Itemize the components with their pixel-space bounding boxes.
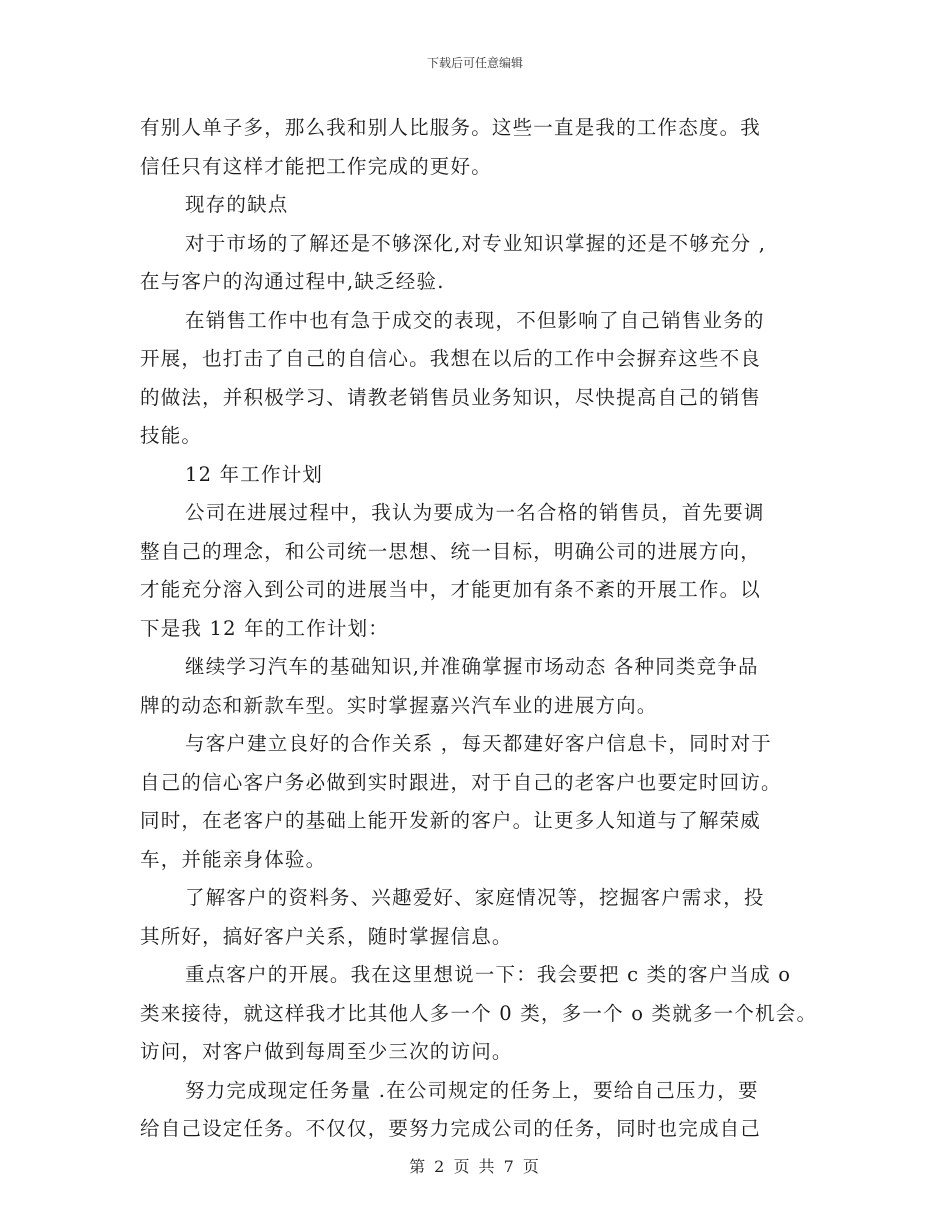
text-line: 车，并能亲身体验。 bbox=[140, 847, 327, 871]
text-line: 的做法，并积极学习、请教老销售员业务知识，尽快提高自己的销售 bbox=[140, 385, 762, 409]
text-line: 公司在进展过程中，我认为要成为一名合格的销售员，首先要调 bbox=[185, 501, 765, 524]
text-line: 信任只有这样才能把工作完成的更好。 bbox=[140, 154, 492, 178]
text-line: 技能。 bbox=[140, 424, 203, 447]
text-line: 类来接待，就这样我才比其他人多一个 0 类，多一个 o 类就多一个机会。 bbox=[140, 1001, 818, 1025]
page-header: 下载后可任意编辑 bbox=[426, 56, 523, 70]
text-line: 努力完成现定任务量 .在公司规定的任务上，要给自己压力，要 bbox=[185, 1078, 759, 1102]
page-footer: 第 2 页 共 7 页 bbox=[409, 1157, 541, 1176]
text-line: 重点客户的开展。我在这里想说一下：我会要把 c 类的客户当成 o bbox=[185, 963, 792, 986]
text-line: 开展，也打击了自己的自信心。我想在以后的工作中会摒弃这些不良 bbox=[140, 347, 762, 370]
text-line: 12 年工作计划 bbox=[185, 462, 324, 486]
text-line: 牌的动态和新款车型。实时掌握嘉兴汽车业的进展方向。 bbox=[140, 693, 658, 717]
text-line: 有别人单子多，那么我和别人比服务。这些一直是我的工作态度。我 bbox=[140, 116, 762, 139]
text-line: 继续学习汽车的基础知识,并准确掌握市场动态 各种同类竞争品 bbox=[185, 655, 759, 678]
text-line: 下是我 12 年的工作计划： bbox=[140, 616, 390, 640]
text-line: 访问，对客户做到每周至少三次的访问。 bbox=[140, 1040, 513, 1063]
text-line: 同时，在老客户的基础上能开发新的客户。让更多人知道与了解荣威 bbox=[140, 809, 762, 832]
text-line: 了解客户的资料务、兴趣爱好、家庭情况等，挖掘客户需求，投 bbox=[185, 886, 765, 909]
text-line: 给自己设定任务。不仅仅，要努力完成公司的任务，同时也完成自己 bbox=[140, 1117, 762, 1140]
document-body bbox=[140, 109, 830, 1149]
text-line: 在销售工作中也有急于成交的表现，不但影响了自己销售业务的 bbox=[185, 308, 765, 332]
text-line: 与客户建立良好的合作关系 ，每天都建好客户信息卡，同时对于 bbox=[185, 732, 772, 755]
text-line: 对于市场的了解还是不够深化,对专业知识掌握的还是不够充分 , bbox=[185, 231, 767, 255]
text-line: 在与客户的沟通过程中,缺乏经验. bbox=[140, 270, 445, 293]
text-line: 才能充分溶入到公司的进展当中，才能更加有条不紊的开展工作。以 bbox=[140, 578, 762, 601]
text-line: 自己的信心客户务必做到实时跟进，对于自己的老客户也要定时回访。 bbox=[140, 770, 782, 794]
text-line: 现存的缺点 bbox=[185, 193, 289, 216]
text-line: 其所好，搞好客户关系，随时掌握信息。 bbox=[140, 924, 513, 948]
text-line: 整自己的理念，和公司统一思想、统一目标，明确公司的进展方向， bbox=[140, 539, 762, 563]
